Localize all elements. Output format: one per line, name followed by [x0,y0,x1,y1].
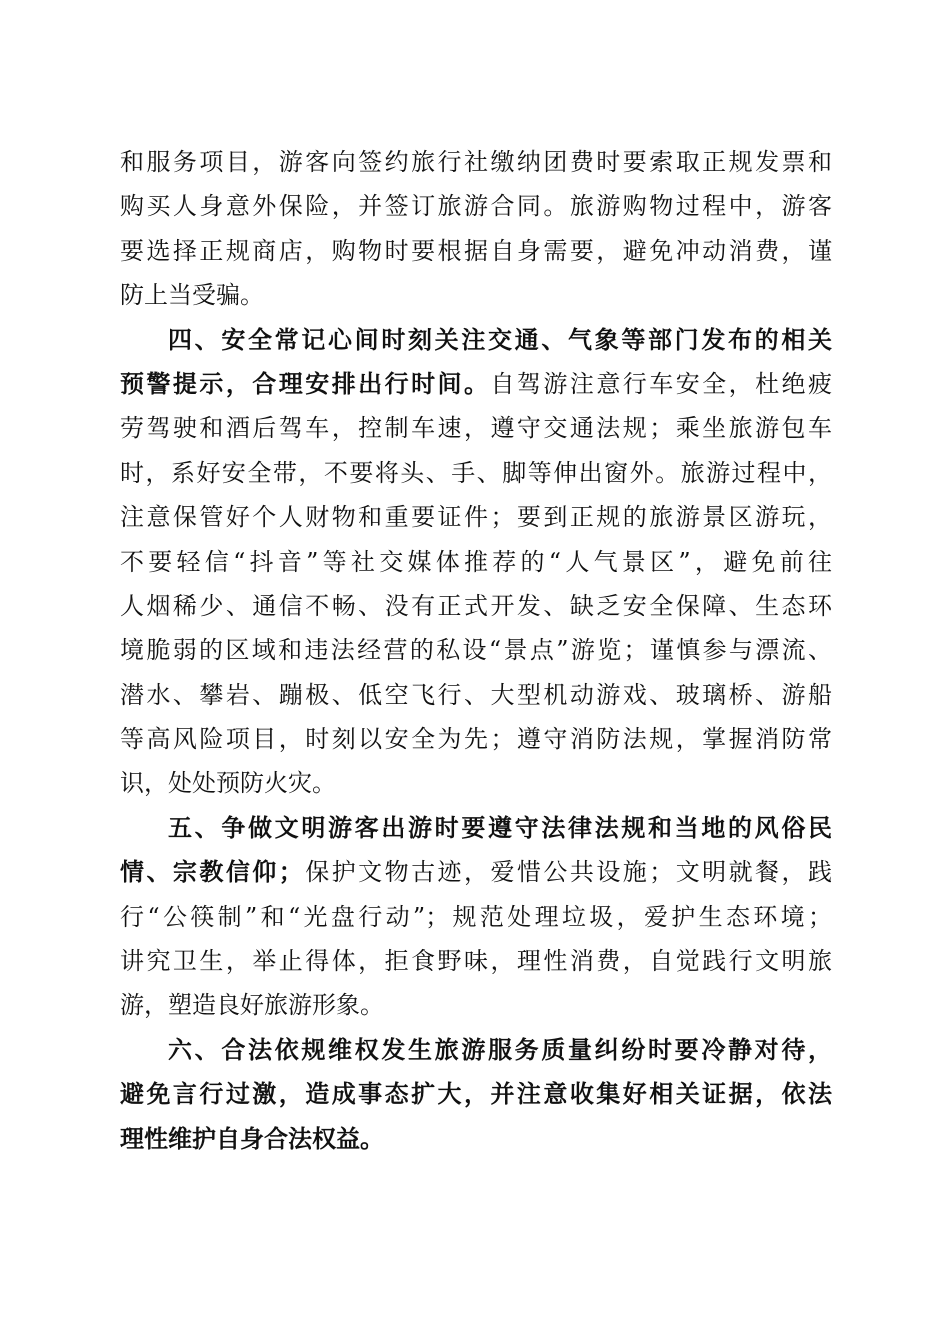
text-line: 时，系好安全带，不要将头、手、脚等伸出窗外。旅游过程中， [120,458,832,487]
text-line: 要选择正规商店，购物时要根据自身需要，避免冲动消费，谨 [120,236,832,265]
text-line: 讲究卫生，举止得体，拒食野味，理性消费，自觉践行文明旅 [120,947,832,976]
paragraph-rights [120,1028,832,1161]
text-line: 人烟稀少、通信不畅、没有正式开发、缺乏安全保障、生态环 [120,591,832,620]
section-heading-civilized: 五、争做文明游客出游时要遵守法律法规和当地的风俗民 [168,813,832,842]
text-line: 避免言行过激，造成事态扩大，并注意收集好相关证据，依法 [120,1080,832,1109]
document-page [120,140,832,1161]
section-heading-safety-cont: 预警提示，合理安排出行时间。 [120,369,491,398]
text-line: 劳驾驶和酒后驾车，控制车速，遵守交通法规；乘坐旅游包车 [120,414,832,443]
text-line: 购买人身意外保险，并签订旅游合同。旅游购物过程中，游客 [120,192,832,221]
text-line: 注意保管好个人财物和重要证件；要到正规的旅游景区游玩， [120,503,832,532]
text-line: 境脆弱的区域和违法经营的私设“景点”游览；谨慎参与漂流、 [120,636,832,665]
section-heading-safety: 四、安全常记心间时刻关注交通、气象等部门发布的相关 [168,325,832,354]
text-line: 行“公筷制”和“光盘行动”；规范处理垃圾，爱护生态环境； [120,902,832,931]
text-line [120,362,832,406]
text-line-rest: 自驾游注意行车安全，杜绝疲 [490,369,833,398]
section-heading-civilized-cont: 情、宗教信仰； [120,858,303,887]
text-line: 防上当受骗。 [120,281,264,310]
text-line-rest: 保护文物古迹，爱惜公共设施；文明就餐，践 [302,858,833,887]
section-heading-rights: 六、合法依规维权发生旅游服务质量纠纷时要冷静对待， [168,1035,832,1064]
text-line: 不要轻信“抖音”等社交媒体推荐的“人气景区”，避免前往 [120,547,832,576]
text-line [120,850,832,894]
text-line: 和服务项目，游客向签约旅行社缴纳团费时要索取正规发票和 [120,148,832,176]
text-line: 等高风险项目，时刻以安全为先；遵守消防法规，掌握消防常 [120,725,832,754]
text-line: 潜水、攀岩、蹦极、低空飞行、大型机动游戏、玻璃桥、游船 [120,680,832,709]
paragraph-service-items [120,140,832,318]
text-line: 游，塑造良好旅游形象。 [120,991,384,1020]
paragraph-civilized-tourist [120,806,832,1028]
text-line: 识，处处预防火灾。 [120,769,336,798]
text-line: 理性维护自身合法权益。 [120,1124,384,1153]
paragraph-safety [120,318,832,806]
